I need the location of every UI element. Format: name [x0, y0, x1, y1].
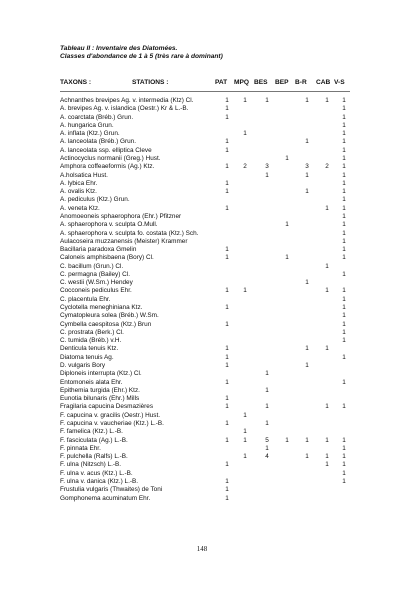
- header-taxons: TAXONS :: [60, 79, 92, 86]
- abundance-cell: 1: [342, 403, 346, 411]
- taxon-name: Achnanthes brevipes Ag. v. intermedia (Ktz) Cl.: [60, 97, 194, 104]
- taxon-name: F. pinnata Ehr.: [60, 444, 101, 452]
- abundance-cell: 1: [265, 171, 269, 179]
- table-row: [0, 362, 404, 370]
- abundance-cell: 1: [225, 146, 229, 154]
- table-row: [0, 486, 404, 494]
- abundance-cell: 1: [225, 477, 229, 485]
- abundance-cell: 1: [342, 196, 346, 204]
- table-row: [0, 122, 404, 130]
- abundance-cell: 1: [225, 163, 229, 171]
- abundance-cell: 1: [243, 130, 247, 138]
- taxon-name: Aulacoseira muzzanensis (Meister) Krammer: [60, 237, 188, 245]
- taxon-name: A. sphaerophora v. sculpta O.Mull.: [60, 221, 158, 229]
- abundance-cell: 1: [342, 353, 346, 361]
- taxon-name: F. pulchella (Ralfs) L.-B.: [60, 453, 128, 461]
- header-col-cab: CAB: [316, 79, 331, 86]
- abundance-cell: 1: [225, 353, 229, 361]
- table-row: [0, 97, 404, 105]
- taxon-name: A. ovalis Ktz.: [60, 188, 97, 196]
- abundance-cell: 1: [342, 304, 346, 312]
- abundance-cell: 1: [342, 179, 346, 187]
- table-row: [0, 437, 404, 445]
- abundance-cell: 1: [342, 254, 346, 262]
- taxon-name: Frustulia vulgaris (Thwaites) de Toni: [60, 486, 163, 494]
- table-row: [0, 147, 404, 155]
- table-row: [0, 329, 404, 337]
- taxon-name: C. bacillum (Grun.) Cl.: [60, 262, 124, 270]
- taxon-name: C. permagna (Bailey) Cl.: [60, 270, 130, 278]
- abundance-cell: 1: [342, 444, 346, 452]
- table-row: [0, 379, 404, 387]
- taxon-name: Actinocyclus normanii (Greg.) Hust.: [60, 154, 161, 162]
- taxon-name: A. coarctata (Bréb.) Grun.: [60, 113, 134, 121]
- taxon-name: F. ulna v. acus (Ktz.) L.-B.: [60, 469, 133, 477]
- header-col-vs: V-S: [334, 79, 345, 86]
- table-row: [0, 172, 404, 180]
- abundance-cell: 1: [225, 494, 229, 502]
- table-row: [0, 205, 404, 213]
- table-row: [0, 163, 404, 171]
- abundance-cell: 1: [305, 362, 309, 369]
- taxon-name: Denticula tenuis Ktz.: [60, 345, 119, 353]
- abundance-cell: 1: [342, 469, 346, 477]
- abundance-cell: 1: [285, 436, 289, 444]
- table-row: [0, 246, 404, 254]
- abundance-cell: 1: [342, 221, 346, 229]
- abundance-cell: 1: [325, 287, 329, 295]
- abundance-cell: 1: [305, 171, 309, 179]
- abundance-cell: 1: [305, 279, 309, 287]
- header-col-bes: BES: [254, 79, 268, 86]
- table-row: [0, 412, 404, 420]
- abundance-cell: 1: [325, 461, 329, 469]
- taxon-name: Anomoeoneis sphaerophora (Ehr.) Pfitzner: [60, 212, 182, 220]
- abundance-cell: 1: [285, 254, 289, 262]
- abundance-cell: 1: [342, 246, 346, 254]
- abundance-cell: 1: [243, 453, 247, 461]
- abundance-cell: 1: [225, 486, 229, 494]
- abundance-cell: 1: [225, 395, 229, 403]
- abundance-cell: 1: [225, 362, 229, 369]
- abundance-cell: 1: [225, 188, 229, 196]
- taxon-name: A. lanceolata ssp. elliptica Cleve: [60, 146, 152, 154]
- taxon-name: Eunotia bilunaris (Ehr.) Mills: [60, 395, 140, 403]
- abundance-cell: 1: [342, 130, 346, 138]
- header-stations: STATIONS :: [132, 79, 169, 86]
- abundance-cell: 1: [225, 304, 229, 312]
- taxon-name: A. lanceolata (Bréb.) Grun.: [60, 138, 137, 146]
- taxon-name: A.holsatica Hust.: [60, 171, 108, 179]
- table-row: [0, 238, 404, 246]
- abundance-cell: 1: [265, 444, 269, 452]
- taxon-name: Gomphonema acuminatum Ehr.: [60, 494, 151, 502]
- abundance-cell: 1: [265, 386, 269, 394]
- taxon-name: Amphora coffeaeformis (Ag.) Ktz.: [60, 163, 155, 171]
- abundance-cell: 1: [305, 345, 309, 353]
- taxon-name: A. inflata (Ktz.) Grun.: [60, 130, 120, 138]
- table-title-line-1: Tableau II : Inventaire des Diatomées.: [60, 45, 178, 52]
- header-col-mpq: MPQ: [234, 79, 250, 86]
- abundance-cell: 2: [243, 163, 247, 171]
- table-row: [0, 180, 404, 188]
- abundance-cell: 1: [325, 436, 329, 444]
- header-col-bep: BEP: [275, 79, 289, 86]
- abundance-cell: 1: [342, 171, 346, 179]
- abundance-cell: 1: [225, 254, 229, 262]
- abundance-cell: 1: [325, 97, 329, 104]
- abundance-cell: 1: [225, 113, 229, 121]
- table-row: [0, 287, 404, 295]
- table-row: [0, 428, 404, 436]
- abundance-cell: 1: [225, 246, 229, 254]
- abundance-cell: 1: [225, 378, 229, 386]
- table-row: [0, 114, 404, 122]
- abundance-cell: 1: [342, 163, 346, 171]
- abundance-cell: 1: [342, 212, 346, 220]
- abundance-cell: 1: [342, 477, 346, 485]
- abundance-cell: 1: [342, 337, 346, 345]
- table-row: [0, 296, 404, 304]
- table-row: [0, 213, 404, 221]
- abundance-cell: 1: [342, 204, 346, 212]
- table-row: [0, 312, 404, 320]
- abundance-cell: 1: [243, 287, 247, 295]
- taxon-name: Cymbella caespitosa (Ktz.) Brun: [60, 320, 152, 328]
- header-col-br: B-R: [295, 79, 307, 86]
- abundance-cell: 1: [342, 453, 346, 461]
- taxon-name: C. westii (W.Sm.) Hendey: [60, 279, 133, 287]
- table-title-line-2: Classes d'abondance de 1 à 5 (très rare à dominant): [60, 53, 223, 60]
- abundance-cell: 1: [225, 403, 229, 411]
- abundance-cell: 1: [325, 204, 329, 212]
- abundance-cell: 1: [225, 105, 229, 113]
- table-row: [0, 345, 404, 353]
- taxon-name: A. pediculus (Ktz.) Grun.: [60, 196, 130, 204]
- taxon-name: F. capucina v. gracilis (Oestr.) Hust.: [60, 411, 161, 419]
- abundance-cell: 1: [225, 179, 229, 187]
- table-row: [0, 138, 404, 146]
- taxon-name: Caloneis amphisbaena (Bory) Cl.: [60, 254, 154, 262]
- taxon-name: Cymatopleura solea (Bréb.) W.Sm.: [60, 312, 159, 320]
- taxon-name: C. placentula Ehr.: [60, 295, 111, 303]
- table-row: [0, 445, 404, 453]
- taxon-name: Cyclotella meneghiniana Ktz.: [60, 304, 143, 312]
- abundance-cell: 1: [225, 320, 229, 328]
- table-row: [0, 337, 404, 345]
- abundance-cell: 1: [225, 345, 229, 353]
- taxa-table-body: [0, 97, 404, 503]
- taxon-name: F. ulna v. danica (Ktz.) L.-B.: [60, 477, 139, 485]
- abundance-cell: 1: [225, 461, 229, 469]
- abundance-cell: 1: [265, 370, 269, 378]
- abundance-cell: 1: [225, 97, 229, 104]
- taxon-name: F. famelica (Ktz.) L.-B.: [60, 428, 123, 436]
- table-row: [0, 271, 404, 279]
- taxon-name: Fragilaria capucina Desmazières: [60, 403, 154, 411]
- taxon-name: Bacillaria paradoxa Gmelin: [60, 246, 137, 254]
- abundance-cell: 1: [342, 295, 346, 303]
- taxon-name: C. tumida (Bréb.) v.H.: [60, 337, 122, 345]
- table-row: [0, 263, 404, 271]
- abundance-cell: 1: [325, 403, 329, 411]
- taxon-name: F. ulna (Nitzsch) L.-B.: [60, 461, 122, 469]
- table-row: [0, 495, 404, 503]
- table-row: [0, 420, 404, 428]
- table-row: [0, 254, 404, 262]
- abundance-cell: 5: [265, 436, 269, 444]
- abundance-cell: 1: [342, 188, 346, 196]
- taxon-name: C. prostrata (Berk.) Cl.: [60, 328, 124, 336]
- taxon-name: F. capucina v. vaucheriae (Ktz.) L.-B.: [60, 419, 164, 427]
- abundance-cell: 1: [305, 453, 309, 461]
- abundance-cell: 1: [342, 312, 346, 320]
- taxon-name: A. sphaerophora v. sculpta fo. costata (Ktz.) Sch.: [60, 229, 199, 237]
- abundance-cell: 1: [342, 328, 346, 336]
- taxon-name: D. vulgaris Bory: [60, 362, 106, 369]
- table-row: [0, 387, 404, 395]
- abundance-cell: 1: [225, 138, 229, 146]
- abundance-cell: 1: [225, 436, 229, 444]
- abundance-cell: 1: [243, 428, 247, 436]
- page-number: 148: [196, 545, 208, 553]
- abundance-cell: 1: [342, 121, 346, 129]
- table-row: [0, 453, 404, 461]
- abundance-cell: 2: [325, 163, 329, 171]
- taxon-name: A. hungarica Grun.: [60, 121, 114, 129]
- table-row: [0, 196, 404, 204]
- taxon-name: Epithemia turgida (Ehr.) Ktz.: [60, 386, 140, 394]
- table-row: [0, 188, 404, 196]
- abundance-cell: 1: [342, 113, 346, 121]
- table-row: [0, 354, 404, 362]
- table-row: [0, 370, 404, 378]
- taxon-name: F. fasciculata (Ag.) L.-B.: [60, 436, 128, 444]
- abundance-cell: 1: [265, 97, 269, 104]
- abundance-cell: 1: [285, 221, 289, 229]
- abundance-cell: 1: [342, 270, 346, 278]
- abundance-cell: 1: [325, 345, 329, 353]
- abundance-cell: 1: [305, 436, 309, 444]
- table-row: [0, 155, 404, 163]
- table-row: [0, 461, 404, 469]
- abundance-cell: 1: [342, 461, 346, 469]
- table-row: [0, 221, 404, 229]
- abundance-cell: 1: [325, 262, 329, 270]
- abundance-cell: 1: [342, 436, 346, 444]
- abundance-cell: 1: [342, 320, 346, 328]
- taxon-name: Diatoma tenuis Ag.: [60, 353, 114, 361]
- taxon-name: Cocconeis pediculus Ehr.: [60, 287, 132, 295]
- abundance-cell: 1: [325, 453, 329, 461]
- abundance-cell: 1: [265, 419, 269, 427]
- abundance-cell: 1: [305, 138, 309, 146]
- abundance-cell: 1: [305, 188, 309, 196]
- table-row: [0, 470, 404, 478]
- table-row: [0, 403, 404, 411]
- abundance-cell: 1: [342, 154, 346, 162]
- abundance-cell: 1: [285, 154, 289, 162]
- abundance-cell: 3: [305, 163, 309, 171]
- abundance-cell: 1: [225, 419, 229, 427]
- table-header: [0, 79, 404, 89]
- taxon-name: A. lybica Ehr.: [60, 179, 98, 187]
- abundance-cell: 1: [342, 105, 346, 113]
- abundance-cell: 1: [305, 97, 309, 104]
- table-row: [0, 395, 404, 403]
- abundance-cell: 3: [265, 163, 269, 171]
- abundance-cell: 1: [342, 146, 346, 154]
- abundance-cell: 1: [243, 97, 247, 104]
- taxon-name: Entomoneis alata Ehr.: [60, 378, 123, 386]
- abundance-cell: 4: [265, 453, 269, 461]
- taxon-name: A. brevipes Ag. v. islandica (Oestr.) Kr & L.-B.: [60, 105, 189, 113]
- abundance-cell: 1: [342, 97, 346, 104]
- table-row: [0, 230, 404, 238]
- table-row: [0, 478, 404, 486]
- header-rule: [60, 91, 350, 92]
- abundance-cell: 1: [342, 237, 346, 245]
- table-row: [0, 279, 404, 287]
- abundance-cell: 1: [265, 403, 269, 411]
- abundance-cell: 1: [342, 138, 346, 146]
- abundance-cell: 1: [342, 229, 346, 237]
- abundance-cell: 1: [243, 411, 247, 419]
- abundance-cell: 1: [225, 204, 229, 212]
- table-row: [0, 304, 404, 312]
- header-col-pat: PAT: [215, 79, 228, 86]
- abundance-cell: 1: [243, 436, 247, 444]
- table-row: [0, 105, 404, 113]
- taxon-name: A. veneta Ktz.: [60, 204, 100, 212]
- table-row: [0, 321, 404, 329]
- taxon-name: Diploneis interrupta (Ktz.) Cl.: [60, 370, 142, 378]
- table-row: [0, 130, 404, 138]
- abundance-cell: 1: [225, 287, 229, 295]
- table-title: [60, 45, 223, 61]
- abundance-cell: 1: [342, 287, 346, 295]
- abundance-cell: 1: [342, 378, 346, 386]
